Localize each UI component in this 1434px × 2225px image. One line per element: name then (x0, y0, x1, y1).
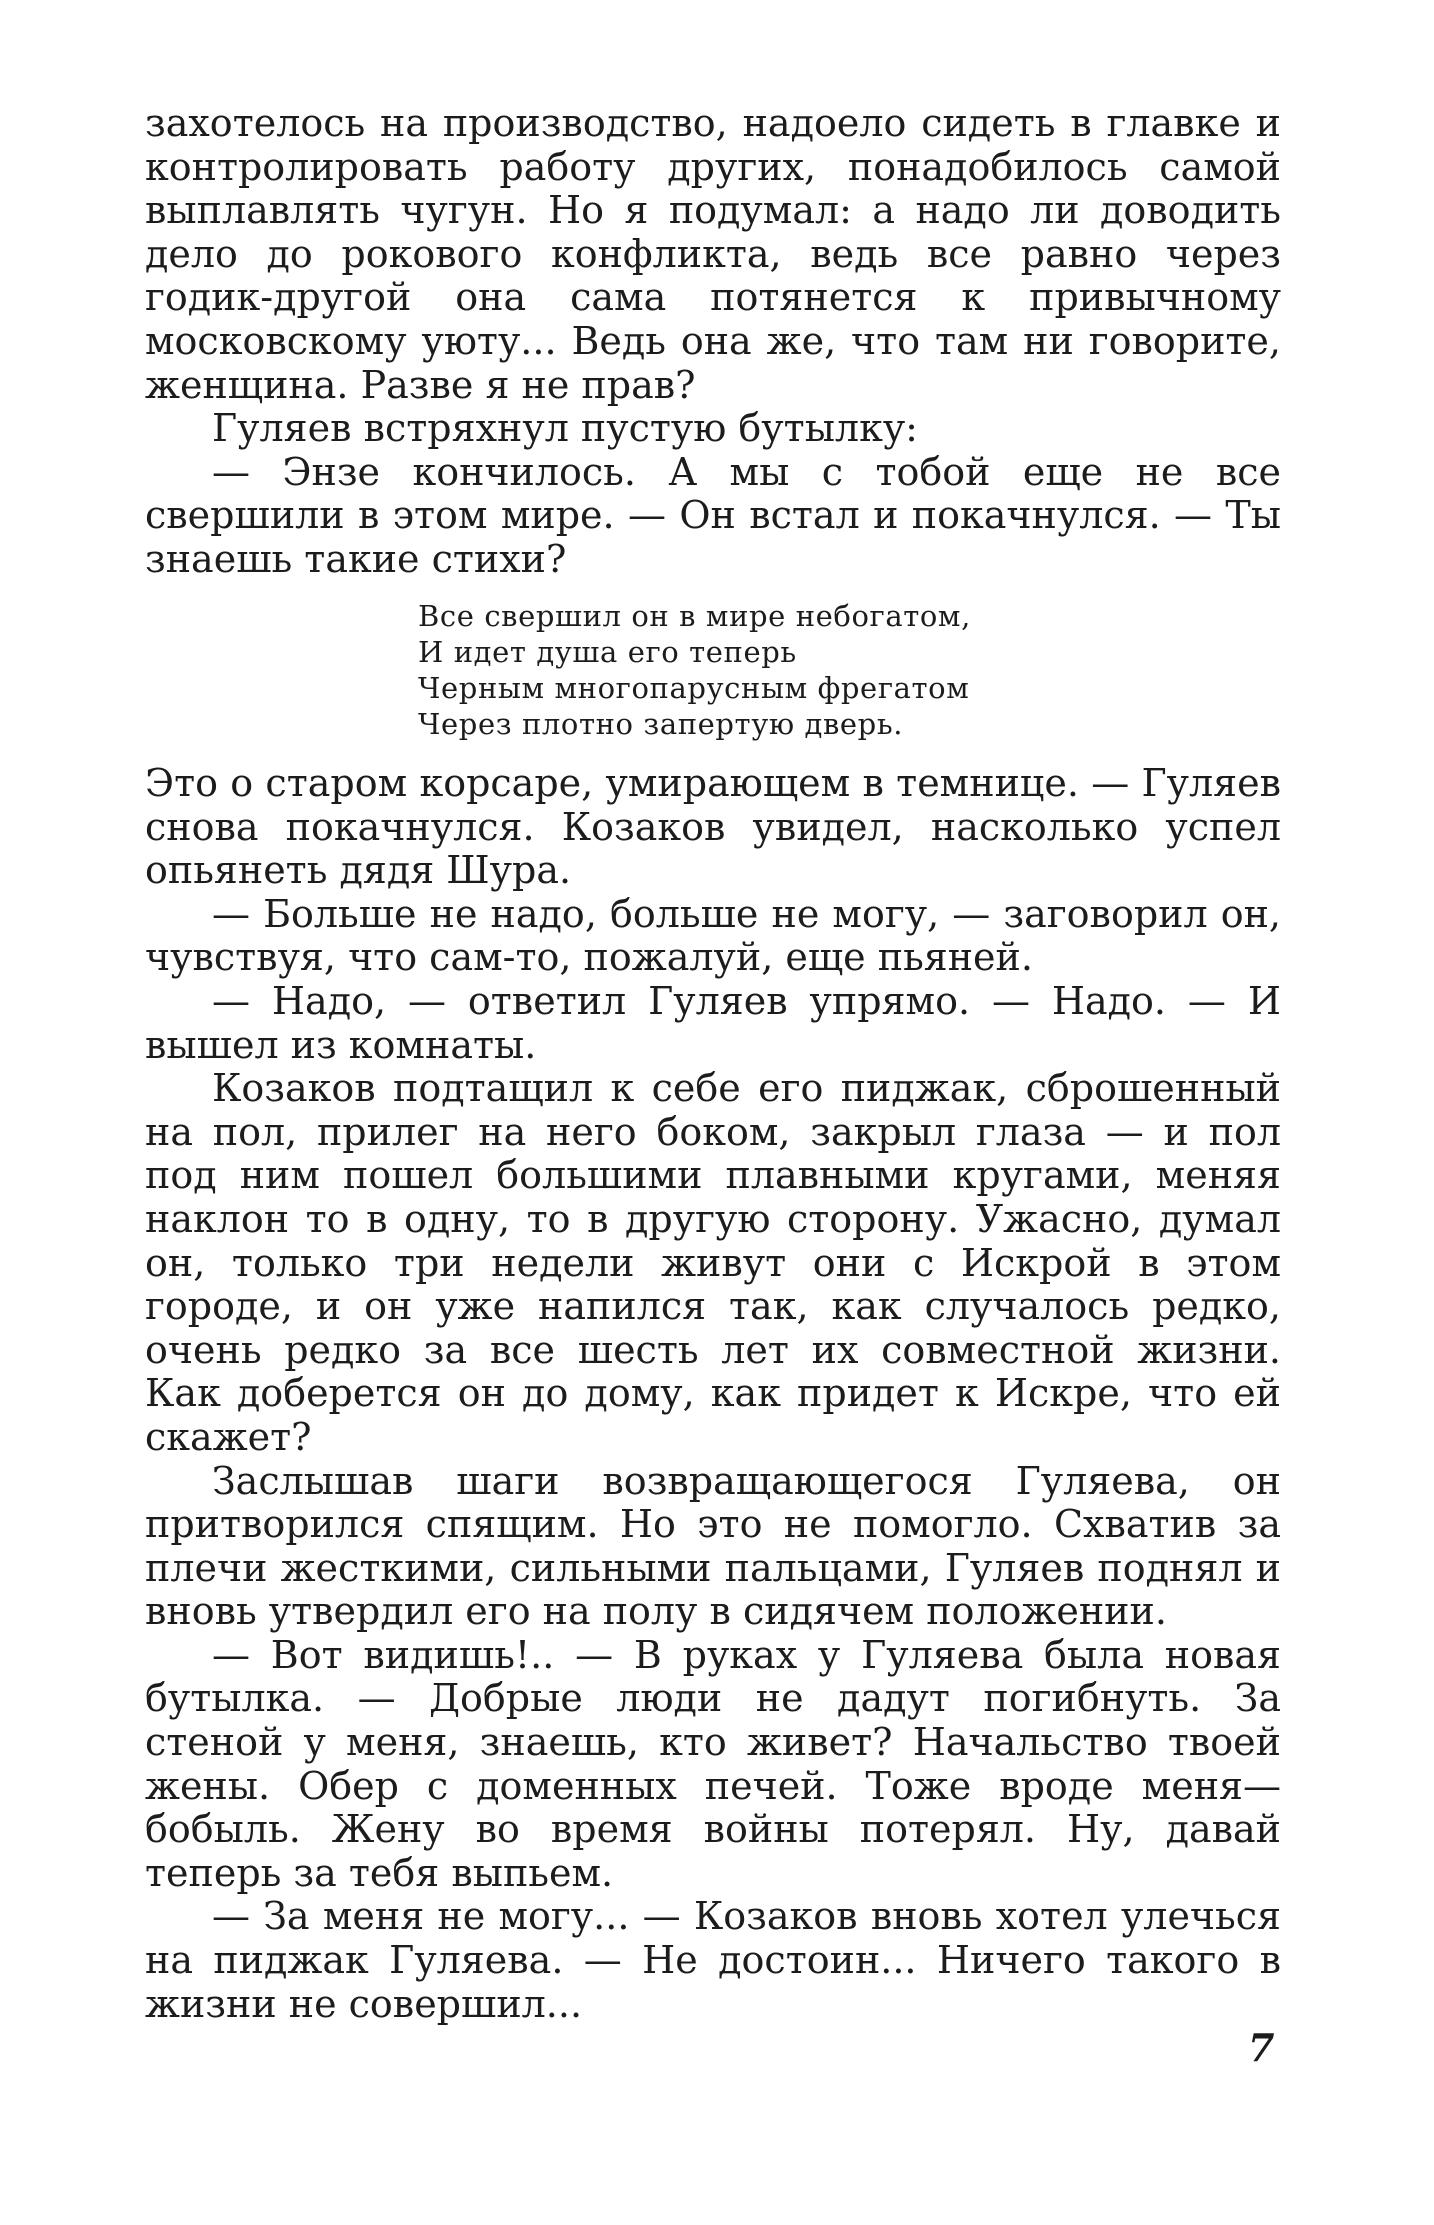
paragraph: захотелось на производство, надоело сидеть в главке и контролировать работу других, понадобилось самой выплавлять чугун. Но я подумал: а надо ли доводить дело до рокового конфликта, ведь все равно через годик-другой она сама потянется к привычному московскому уюту... Ведь она же, что там ни говорите, женщина. Разве я не прав? (145, 101, 1281, 407)
poem-line: Через плотно запертую дверь. (418, 707, 904, 741)
text-block-top (145, 102, 1281, 582)
paragraph: — Больше не надо, больше не могу, — заговорил он, чувствуя, что сам-то, пожалуй, еще пьяней. (145, 891, 1281, 980)
paragraph: Гуляев встряхнул пустую бутылку: (212, 406, 918, 451)
poem-quote (418, 598, 971, 742)
poem-line: Все свершил он в мире небогатом, (418, 599, 971, 633)
poem-line: Черным многопарусным фрегатом (418, 671, 970, 705)
paragraph: — За меня не могу... — Козаков вновь хотел улечься на пиджак Гуляева. — Не достоин... Ничего такого в жизни не совершил... (145, 1894, 1281, 2026)
paragraph: Козаков подтащил к себе его пиджак, сброшенный на пол, прилег на него боком, закрыл глаза — и пол под ним пошел большими плавными кругами, меняя наклон то в одну, то в другую сторону. Ужасно, думал он, только три недели живут они с Искрой в этом городе, и он уже напился так, как случалось редко, очень редко за все шесть лет их совместной жизни. Как доберется он до дому, как придет к Искре, что ей скажет? (145, 1066, 1281, 1459)
paragraph: Заслышав шаги возвращающегося Гуляева, он притворился спящим. Но это не помогло. Схватив за плечи жесткими, сильными пальцами, Гуляев поднял и вновь утвердил его на полу в сидячем положении. (145, 1458, 1281, 1634)
paragraph: — Вот видишь!.. — В руках у Гуляева была новая бутылка. — Добрые люди не дадут погибнуть. За стеной у меня, знаешь, кто живет? Начальство твоей жены. Обер с доменных печей. Тоже вроде меня—бобыль. Жену во время войны потерял. Ну, давай теперь за тебя выпьем. (145, 1632, 1281, 1895)
poem-line: И идет душа его теперь (418, 635, 797, 669)
paragraph: — Энзе кончилось. А мы с тобой еще не все свершили в этом мире. — Он встал и покачнулся. — Ты знаешь такие стихи? (145, 449, 1281, 581)
paragraph: — Надо, — ответил Гуляев упрямо. — Надо. — И вышел из комнаты. (145, 978, 1281, 1067)
text-block-bottom (145, 762, 1281, 2026)
paragraph: Это о старом корсаре, умирающем в темнице. — Гуляев снова покачнулся. Козаков увидел, насколько успел опьянеть дядя Шура. (145, 761, 1281, 893)
page-number: 7 (1248, 2025, 1275, 2070)
